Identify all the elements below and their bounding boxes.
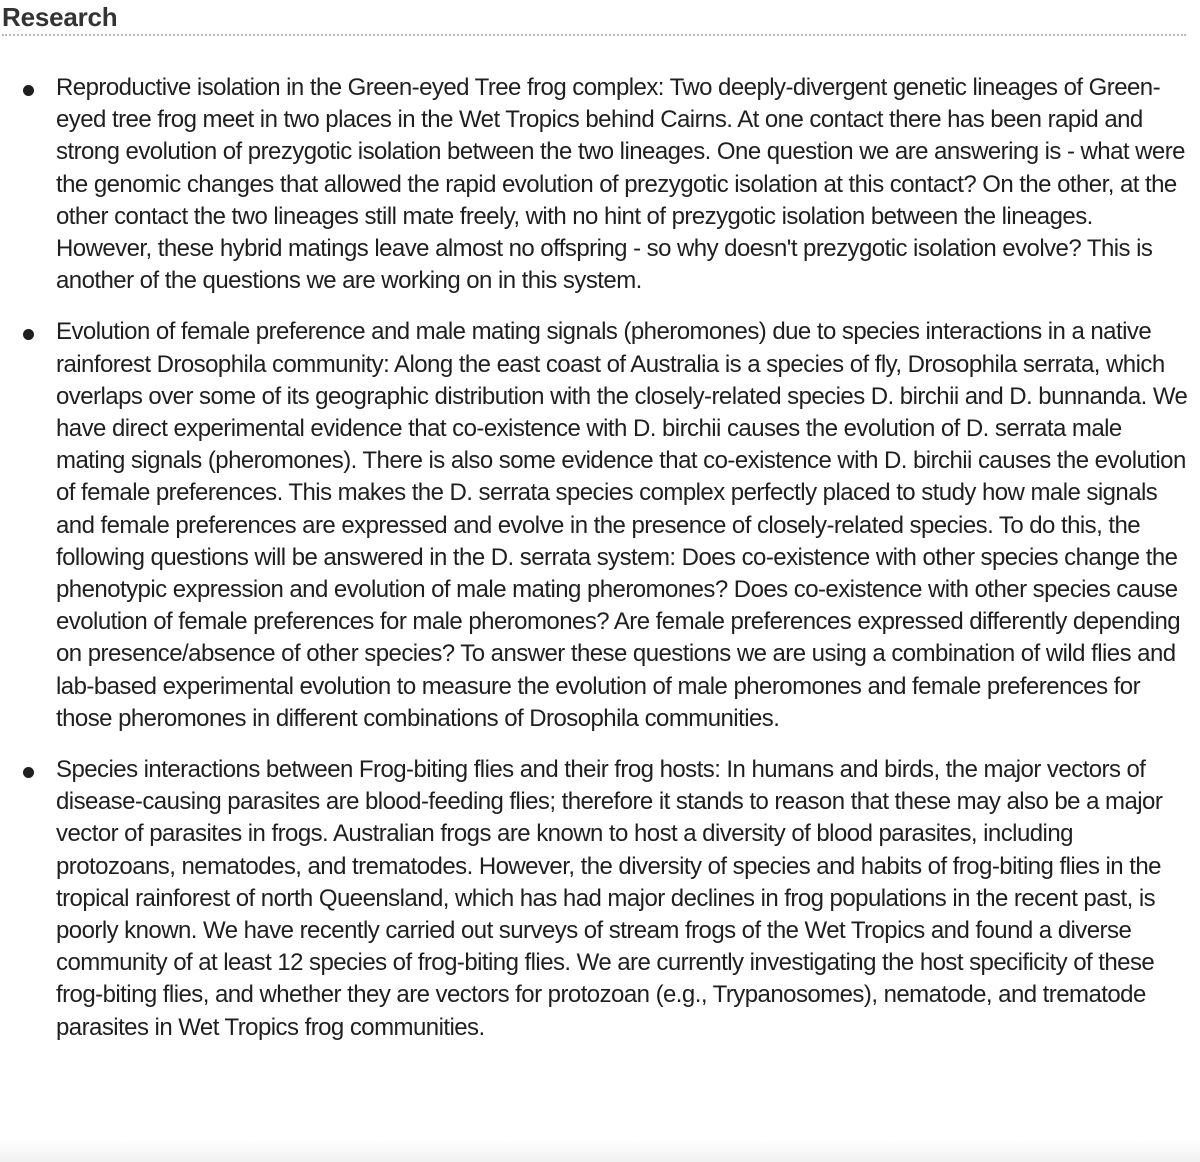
bottom-fade bbox=[0, 1140, 1200, 1162]
research-item-frog-biting-flies bbox=[0, 754, 1190, 1044]
research-item-green-eyed-tree-frog bbox=[0, 72, 1190, 297]
bullet-icon bbox=[23, 329, 34, 340]
research-item-text: Reproductive isolation in the Green-eyed Tree frog complex: Two deeply-divergent genetic lineages of Green-eyed tree frog meet in two places in the Wet Tropics behind Cairns. At one contact there has been rapid and strong evolution of prezygotic isolation between the two lineages. One question we are answering is - what were the genomic changes that allowed the rapid evolution of prezygotic isolation at this contact? On the other, at the other contact the two lineages still mate freely, with no hint of prezygotic isolation between the lineages. However, these hybrid matings leave almost no offspring - so why doesn't prezygotic isolation evolve? This is another of the questions we are working on in this system. bbox=[56, 74, 1185, 295]
research-item-drosophila bbox=[0, 316, 1190, 735]
section-title: Research bbox=[2, 2, 118, 32]
research-list bbox=[0, 36, 1200, 1044]
bullet-icon bbox=[23, 85, 34, 96]
research-item-text: Evolution of female preference and male mating signals (pheromones) due to species interactions in a native rainforest Drosophila community: Along the east coast of Australia is a species of fly, Drosophila serrata, which overlaps over some of its geographic distribution with the closely-related species D. birchii and D. bunnanda. We have direct experimental evidence that co-existence with D. birchii causes the evolution of D. serrata male mating signals (pheromones). There is also some evidence that co-existence with D. birchii causes the evolution of female preferences. This makes the D. serrata species complex perfectly placed to study how male signals and female preferences are expressed and evolve in the presence of closely-related species. To do this, the following questions will be answered in the D. serrata system: Does co-existence with other species change the phenotypic expression and evolution of male mating pheromones? Does co-existence with other species cause evolution of female preferences for male pheromones? Are female preferences expressed differently depending on presence/absence of other species? To answer these questions we are using a combination of wild flies and lab-based experimental evolution to measure the evolution of male pheromones and female preferences for those pheromones in different combinations of Drosophila communities. bbox=[56, 318, 1188, 732]
bullet-icon bbox=[23, 767, 34, 778]
research-item-text: Species interactions between Frog-biting flies and their frog hosts: In humans and birds, the major vectors of disease-causing parasites are blood-feeding flies; therefore it stands to reason that these may also be a major vector of parasites in frogs. Australian frogs are known to host a diversity of blood parasites, including protozoans, nematodes, and trematodes. However, the diversity of species and habits of frog-biting flies in the tropical rainforest of north Queensland, which has had major declines in frog populations in the recent past, is poorly known. We have recently carried out surveys of stream frogs of the Wet Tropics and found a diverse community of at least 12 species of frog-biting flies. We are currently investigating the host specificity of these frog-biting flies, and whether they are vectors for protozoan (e.g., Trypanosomes), nematode, and trematode parasites in Wet Tropics frog communities. bbox=[56, 756, 1163, 1041]
